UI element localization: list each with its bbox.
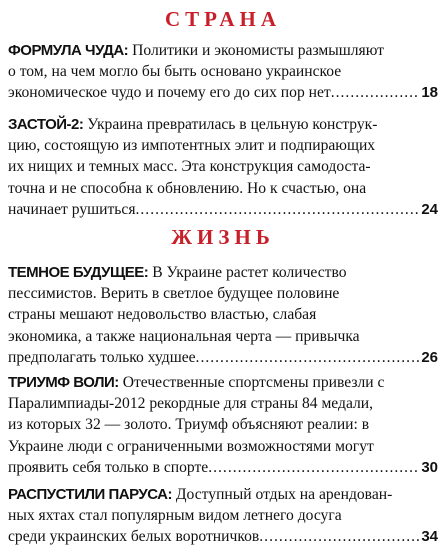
page-number: 34	[421, 528, 438, 546]
page-number: 18	[421, 84, 438, 102]
toc-entry-raspustili-parusa[interactable]	[8, 484, 438, 548]
toc-entry-triumf-voli[interactable]	[8, 372, 438, 478]
toc-entry-text: начинает рушиться	[8, 200, 136, 218]
toc-entry-line	[8, 82, 438, 103]
toc-entry-text: проявить себя только в спорте	[8, 458, 209, 476]
toc-entry-line	[8, 199, 438, 220]
toc-entry-text: Отечественные спортсмены привезли с	[122, 374, 385, 391]
toc-entry-formula-chuda[interactable]	[8, 40, 438, 104]
toc-entry-text: о том, на чем могло бы быть основано украинское	[8, 63, 342, 81]
toc-entry-text: Доступный отдых на арендован-	[175, 486, 393, 503]
toc-entry-line	[8, 484, 438, 505]
toc-entry-line	[8, 40, 438, 61]
toc-entry-text: пессимистов. Верить в светлое будущее половине	[8, 285, 340, 303]
toc-entry-line	[8, 372, 438, 393]
toc-entry-text: предполагать только худшее	[8, 348, 196, 366]
section-title-zhizn: ЖИЗНЬ	[171, 225, 275, 249]
toc-entry-text: Паралимпиады-2012 рекордные для страны 84 медали,	[8, 395, 374, 413]
dot-leader	[136, 199, 420, 220]
toc-entry-text: Украине люди с ограниченными возможностями могут	[8, 437, 374, 455]
toc-entry-line	[8, 347, 438, 368]
toc-entry-line	[8, 526, 438, 547]
toc-entry-heading: ФОРМУЛА ЧУДА:	[8, 42, 129, 59]
toc-entry-zastoy-2[interactable]	[8, 114, 438, 220]
toc-entry-heading: РАСПУСТИЛИ ПАРУСА:	[8, 486, 173, 503]
toc-entry-text: точна и не способна к обновлению. Но к счастью, она	[8, 179, 367, 197]
page-number: 24	[421, 200, 438, 218]
toc-entry-text: среди украинских белых воротничков	[8, 528, 260, 546]
toc-entry-heading: ТРИУМФ ВОЛИ:	[8, 374, 119, 391]
page-number: 26	[421, 348, 438, 366]
toc-entry-text: их нищих и темных масс. Эта конструкция самодоста-	[8, 158, 371, 176]
toc-entry-line	[8, 114, 438, 135]
toc-entry-text: В Украине растет количество	[152, 264, 347, 281]
toc-entry-temnoe-budushchee[interactable]	[8, 262, 438, 368]
toc-entry-text: ных яхтах стал популярным видом летнего досуга	[8, 507, 342, 525]
dot-leader	[259, 526, 419, 547]
page-number: 30	[421, 458, 438, 476]
dot-leader	[208, 457, 419, 478]
toc-entry-text: страны мешают недовольство властью, слабая	[8, 306, 317, 324]
dot-leader	[331, 82, 420, 103]
toc-entry-heading: ТЕМНОЕ БУДУЩЕЕ:	[8, 264, 149, 281]
toc-entry-text: Украина превратилась в цельную конструк-	[87, 116, 378, 133]
section-title-strana: СТРАНА	[165, 7, 281, 31]
toc-entry-line	[8, 457, 438, 478]
toc-entry-heading: ЗАСТОЙ-2:	[8, 116, 84, 133]
toc-entry-line	[8, 262, 438, 283]
toc-entry-text: цию, состоящую из импотентных элит и подпирающих	[8, 137, 376, 155]
toc-entry-text: из которых 32 — золото. Триумф объясняют реалии: в	[8, 416, 370, 434]
toc-entry-text: экономика, а также национальная черта — привычка	[8, 327, 360, 345]
toc-entry-text: экономическое чудо и почему его до сих пор нет	[8, 84, 331, 102]
dot-leader	[196, 347, 420, 368]
toc-entry-text: Политики и экономисты размышляют	[132, 42, 384, 59]
